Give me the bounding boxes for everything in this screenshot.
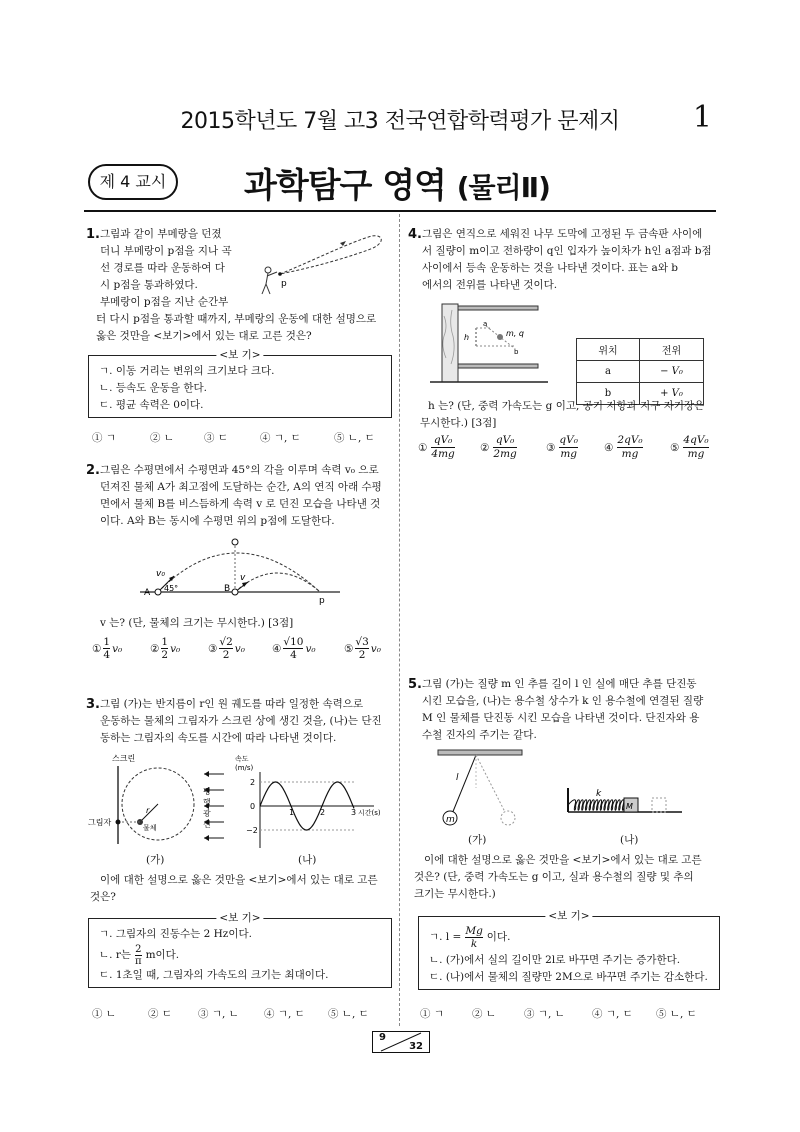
q3-box-item: ㄱ. 그림자의 진동수는 2 Hz이다. — [99, 928, 252, 940]
boomerang-p-label: p — [281, 279, 287, 289]
q1-choice-1[interactable]: ① ㄱ — [92, 432, 116, 444]
q4-choices — [418, 434, 732, 461]
q1-line: 옳은 것만을 <보기>에서 있는 대로 고른 것은? — [96, 330, 312, 342]
q1-box — [88, 349, 392, 418]
fraction — [559, 434, 578, 461]
numerator: qV₀ — [493, 434, 516, 448]
q1-choice-3[interactable]: ③ ㄷ — [204, 432, 228, 444]
q3-choices — [92, 1006, 388, 1021]
x-tick-1: 1 — [289, 808, 295, 817]
q5-choice-4[interactable]: ④ ㄱ, ㄷ — [592, 1008, 633, 1020]
graph-yunit: (m/s) — [235, 764, 254, 772]
q2-line: 던져진 물체 A가 최고점에 도달하는 순간, A의 연직 아래 수평 — [100, 481, 382, 493]
question-4 — [408, 226, 718, 294]
q5-choice-3[interactable]: ③ ㄱ, ㄴ — [524, 1008, 565, 1020]
q3-prompt-line: 이에 대한 설명으로 옳은 것만을 <보기>에서 있는 대로 고른 — [100, 874, 378, 886]
denominator: 4 — [290, 649, 297, 661]
spring-figure — [566, 786, 684, 816]
numerator: 1 — [161, 636, 169, 648]
y-tick-neg2: −2 — [246, 826, 258, 835]
q4-choice-3[interactable] — [546, 434, 604, 461]
q4-line: 에서의 전위를 나타낸 것이다. — [422, 279, 558, 291]
shadow-label: 그림자 — [88, 818, 112, 827]
spring-coil — [568, 800, 624, 811]
choice-mark: ② — [150, 642, 160, 655]
q4-line: 그림은 연직으로 세워진 나무 도막에 고정된 두 금속판 사이에 — [422, 228, 703, 240]
subject-title-sub: (물리Ⅱ) — [456, 171, 550, 204]
question-3-number: 3. — [86, 697, 100, 712]
q2-question: v 는? (단, 물체의 크기는 무시한다.) [3점] — [100, 617, 294, 629]
table-cell: − V₀ — [640, 361, 704, 383]
choice-mark: ⑤ — [344, 642, 354, 655]
choice-tail: v₀ — [305, 642, 316, 655]
length-l-label: l — [456, 773, 459, 783]
numerator: 2 — [135, 943, 142, 955]
q1-line: 더니 부메랑이 p점을 지나 곡 — [100, 245, 232, 257]
q3-choice-2[interactable]: ② ㄷ — [148, 1008, 172, 1020]
denominator: mg — [560, 448, 578, 460]
q3-box — [88, 912, 392, 988]
exam-header-title: 2015학년도 7월 고3 전국연합학력평가 문제지 — [180, 109, 620, 134]
table-header: 위치 — [577, 339, 640, 361]
choice-tail: v₀ — [170, 642, 181, 655]
q5-caption-a: (가) — [468, 834, 487, 846]
q1-line: 터 다시 p점을 통과할 때까지, 부메랑의 운동에 대한 설명으로 — [96, 313, 377, 325]
fraction — [161, 636, 168, 661]
fraction — [283, 636, 303, 661]
q1-line: 선 경로를 따라 운동하여 다 — [100, 262, 225, 274]
q3-caption-b: (나) — [298, 854, 317, 866]
q3-box-item — [99, 943, 381, 967]
q5-box-post: 이다. — [486, 930, 511, 943]
graph-xlabel: 시간(s) — [358, 809, 381, 817]
numerator: qV₀ — [431, 434, 454, 448]
denominator: π — [134, 955, 142, 967]
q5-box-pre: ㄱ. l = — [429, 930, 462, 943]
q2-choices — [92, 636, 404, 661]
q3-caption-a: (가) — [146, 854, 165, 866]
choice-tail: v₀ — [234, 642, 245, 655]
q5-prompt-line: 이에 대한 설명으로 옳은 것만을 <보기>에서 있는 대로 고른 — [424, 854, 702, 866]
q4-question-line: h 는? (단, 중력 가속도는 g 이고, 공기 저항과 지구 자기장은 — [428, 400, 705, 412]
q3-line: 동하는 그림자의 속도를 시간에 따라 나타낸 것이다. — [100, 732, 337, 744]
period-badge: 제 4 교시 — [88, 164, 178, 200]
q4-line: 서 질량이 m이고 전하량이 q인 입자가 높이차가 h인 a점과 b점 — [422, 245, 712, 257]
q5-box-item: ㄴ. (가)에서 실의 길이만 2l로 바꾸면 주기는 증가한다. — [429, 954, 681, 966]
q1-box-label: <보 기> — [216, 347, 263, 364]
q3-line: 운동하는 물체의 그림자가 스크린 상에 생긴 것을, (나)는 단진 — [100, 715, 382, 727]
q5-choices — [420, 1006, 716, 1021]
height-h-label: h — [464, 333, 470, 342]
light-char: 행 — [203, 798, 211, 807]
numerator: 4qV₀ — [683, 434, 709, 446]
q2-line: 그림은 수평면에서 수평면과 45°의 각을 이루며 속력 v₀ 으로 — [100, 464, 379, 476]
q4-choice-5[interactable] — [670, 434, 732, 461]
numerator: √3 — [355, 636, 369, 648]
q3-line: 그림 (가)는 반지름이 r인 원 궤도를 따라 일정한 속력으로 — [100, 698, 364, 710]
numerator: 2qV₀ — [617, 434, 643, 446]
screen-label: 스크린 — [112, 754, 136, 763]
denominator: 4 — [103, 649, 111, 661]
page-counter — [372, 1031, 430, 1053]
page-total: 32 — [409, 1041, 423, 1052]
q5-box-item — [429, 922, 709, 952]
numerator: 1 — [103, 636, 111, 648]
q5-box — [418, 910, 720, 990]
q1-line: 그림과 같이 부메랑을 던졌 — [100, 228, 222, 240]
q1-box-item: ㄷ. 평균 속력은 0이다. — [99, 399, 204, 411]
q2-line: 이다. A와 B는 동시에 수평면 위의 p점에 도달한다. — [100, 515, 335, 527]
q4-choice-4[interactable] — [604, 434, 670, 461]
q1-choices — [92, 430, 394, 445]
question-3 — [86, 696, 392, 747]
particle-label: m, q — [506, 329, 524, 338]
fraction — [465, 925, 482, 950]
q5-line: 시킨 모습을, (나)는 용수철 상수가 k 인 용수철에 연결된 질량 — [422, 695, 704, 707]
question-1-number: 1. — [86, 227, 100, 242]
q5-prompt-line: 것은? (단, 중력 가속도는 g 이고, 실과 용수철의 질량 및 추의 — [414, 871, 694, 883]
page-number: 1 — [692, 100, 712, 135]
choice-mark: ① — [92, 642, 102, 655]
fraction — [493, 434, 516, 461]
choice-tail: v₀ — [112, 642, 123, 655]
choice-mark: ② — [480, 441, 490, 454]
spring-k-label: k — [596, 789, 602, 799]
potential-table — [576, 338, 704, 405]
numerator: Mg — [465, 924, 483, 937]
q3-box-r-pre: ㄴ. r는 — [99, 948, 131, 961]
table-row — [577, 361, 704, 383]
q3-choice-1[interactable]: ① ㄴ — [92, 1008, 116, 1020]
q4-question — [420, 398, 720, 432]
graph-ylabel: 속도 — [235, 755, 249, 763]
projectile-figure — [140, 532, 340, 608]
denominator: 2 — [222, 649, 230, 661]
numerator: √10 — [283, 636, 304, 648]
denominator: mg — [687, 448, 705, 460]
table-cell: b — [577, 383, 640, 405]
object-b-label: B — [224, 584, 231, 594]
choice-mark: ④ — [604, 441, 614, 454]
angle-label: 45° — [164, 584, 179, 593]
column-divider — [399, 214, 400, 1026]
denominator: mg — [621, 448, 639, 460]
choice-mark: ③ — [208, 642, 218, 655]
q5-prompt — [414, 852, 720, 903]
q5-choice-5[interactable]: ⑤ ㄴ, ㄷ — [656, 1008, 697, 1020]
fraction — [135, 944, 142, 967]
denominator: 4mg — [431, 448, 455, 460]
q1-line: 부메랑이 p점을 지난 순간부 — [100, 296, 229, 308]
table-header: 전위 — [640, 339, 704, 361]
q1-choice-2[interactable]: ② ㄴ — [150, 432, 174, 444]
q3-choice-5[interactable]: ⑤ ㄴ, ㄷ — [328, 1008, 369, 1020]
capacitor-figure — [430, 296, 550, 388]
q2-choice-5[interactable] — [344, 636, 404, 661]
q2-choice-4[interactable] — [272, 636, 344, 661]
mass-m-label: m — [446, 815, 455, 825]
q5-line: M 인 물체를 단진동 시킨 모습을 나타낸 것이다. 단진자와 용 — [422, 712, 700, 724]
question-5-number: 5. — [408, 677, 422, 692]
q1-choice-4[interactable]: ④ ㄱ, ㄷ — [260, 432, 301, 444]
light-char: 선 — [203, 820, 211, 829]
choice-mark: ⑤ — [670, 441, 680, 454]
y-tick-0: 0 — [250, 802, 256, 811]
object-label: 물체 — [143, 824, 157, 832]
fraction — [683, 434, 708, 461]
q5-box-item: ㄷ. (나)에서 물체의 질량만 2M으로 바꾸면 주기는 감소한다. — [429, 971, 708, 983]
pendulum-figure — [430, 748, 530, 828]
fraction — [219, 636, 232, 661]
q5-caption-b: (나) — [620, 834, 639, 846]
q5-line: 그림 (가)는 질량 m 인 추를 길이 l 인 실에 매단 추를 단진동 — [422, 678, 697, 690]
table-cell: a — [577, 361, 640, 383]
q3-prompt — [90, 872, 396, 906]
q4-line: 사이에서 등속 운동하는 것을 나타낸 것이다. 표는 a와 b — [422, 262, 679, 274]
numerator: qV₀ — [559, 434, 578, 446]
q2-choice-3[interactable] — [208, 636, 272, 661]
x-tick-3: 3 — [351, 808, 357, 817]
denominator: 2 — [161, 649, 169, 661]
v0-label: v₀ — [156, 569, 165, 579]
choice-tail: v₀ — [370, 642, 381, 655]
x-tick-2: 2 — [320, 808, 326, 817]
light-char: 평 — [203, 787, 211, 796]
mass-M-label: M — [626, 802, 633, 811]
question-2 — [86, 462, 392, 530]
fraction — [355, 636, 368, 661]
numerator: √2 — [219, 636, 233, 648]
q2-choice-1[interactable] — [92, 636, 150, 661]
header-rule — [84, 210, 716, 212]
fraction — [617, 434, 642, 461]
v-label: v — [240, 573, 246, 583]
fraction — [103, 636, 110, 661]
subject-title — [244, 158, 550, 207]
choice-mark: ① — [418, 441, 428, 454]
q3-box-r-post: m이다. — [145, 948, 180, 961]
point-p-label: p — [319, 596, 325, 606]
fraction — [431, 434, 454, 461]
object-a-label: A — [144, 588, 151, 598]
table-cell: + V₀ — [640, 383, 704, 405]
light-label — [203, 786, 213, 830]
page-current: 9 — [379, 1032, 386, 1043]
q1-box-item: ㄴ. 등속도 운동을 한다. — [99, 382, 207, 394]
q1-box-item: ㄱ. 이동 거리는 변위의 크기보다 크다. — [99, 365, 275, 377]
q2-line: 면에서 물체 B를 비스듬하게 속력 v 로 던진 모습을 나타낸 것 — [100, 498, 381, 510]
q5-box-label: <보 기> — [545, 908, 592, 925]
denominator: k — [470, 937, 478, 950]
question-5 — [408, 676, 718, 744]
velocity-time-graph — [232, 752, 382, 852]
question-4-number: 4. — [408, 227, 422, 242]
denominator: 2 — [358, 649, 366, 661]
q2-choice-2[interactable] — [150, 636, 208, 661]
light-char: 광 — [203, 809, 211, 818]
q5-line: 수철 진자의 주기는 같다. — [422, 729, 537, 741]
point-b-label: b — [514, 348, 519, 356]
q3-prompt-line: 것은? — [90, 891, 116, 903]
q3-box-item: ㄷ. 1초일 때, 그림자의 가속도의 크기는 최대이다. — [99, 969, 329, 981]
q5-prompt-line: 크기는 무시한다.) — [414, 888, 496, 900]
q1-line: 시 p점을 통과하였다. — [100, 279, 198, 291]
radius-label: r — [146, 806, 150, 815]
y-tick-2: 2 — [250, 778, 256, 787]
boomerang-figure — [250, 222, 390, 298]
subject-title-main: 과학탐구 영역 — [244, 166, 446, 206]
q5-choice-2[interactable]: ② ㄴ — [472, 1008, 496, 1020]
q3-choice-3[interactable]: ③ ㄱ, ㄴ — [198, 1008, 239, 1020]
choice-mark: ③ — [546, 441, 556, 454]
denominator: 2mg — [493, 448, 517, 460]
q4-choice-2[interactable] — [480, 434, 546, 461]
q4-choice-1[interactable] — [418, 434, 480, 461]
q3-choice-4[interactable]: ④ ㄱ, ㄷ — [264, 1008, 305, 1020]
q4-question-line: 무시한다.) [3점] — [420, 417, 497, 429]
choice-mark: ④ — [272, 642, 282, 655]
point-a-label: a — [483, 320, 488, 328]
q3-box-label: <보 기> — [216, 910, 263, 927]
q5-choice-1[interactable]: ① ㄱ — [420, 1008, 444, 1020]
question-2-number: 2. — [86, 463, 100, 478]
q1-choice-5[interactable]: ⑤ ㄴ, ㄷ — [334, 432, 375, 444]
